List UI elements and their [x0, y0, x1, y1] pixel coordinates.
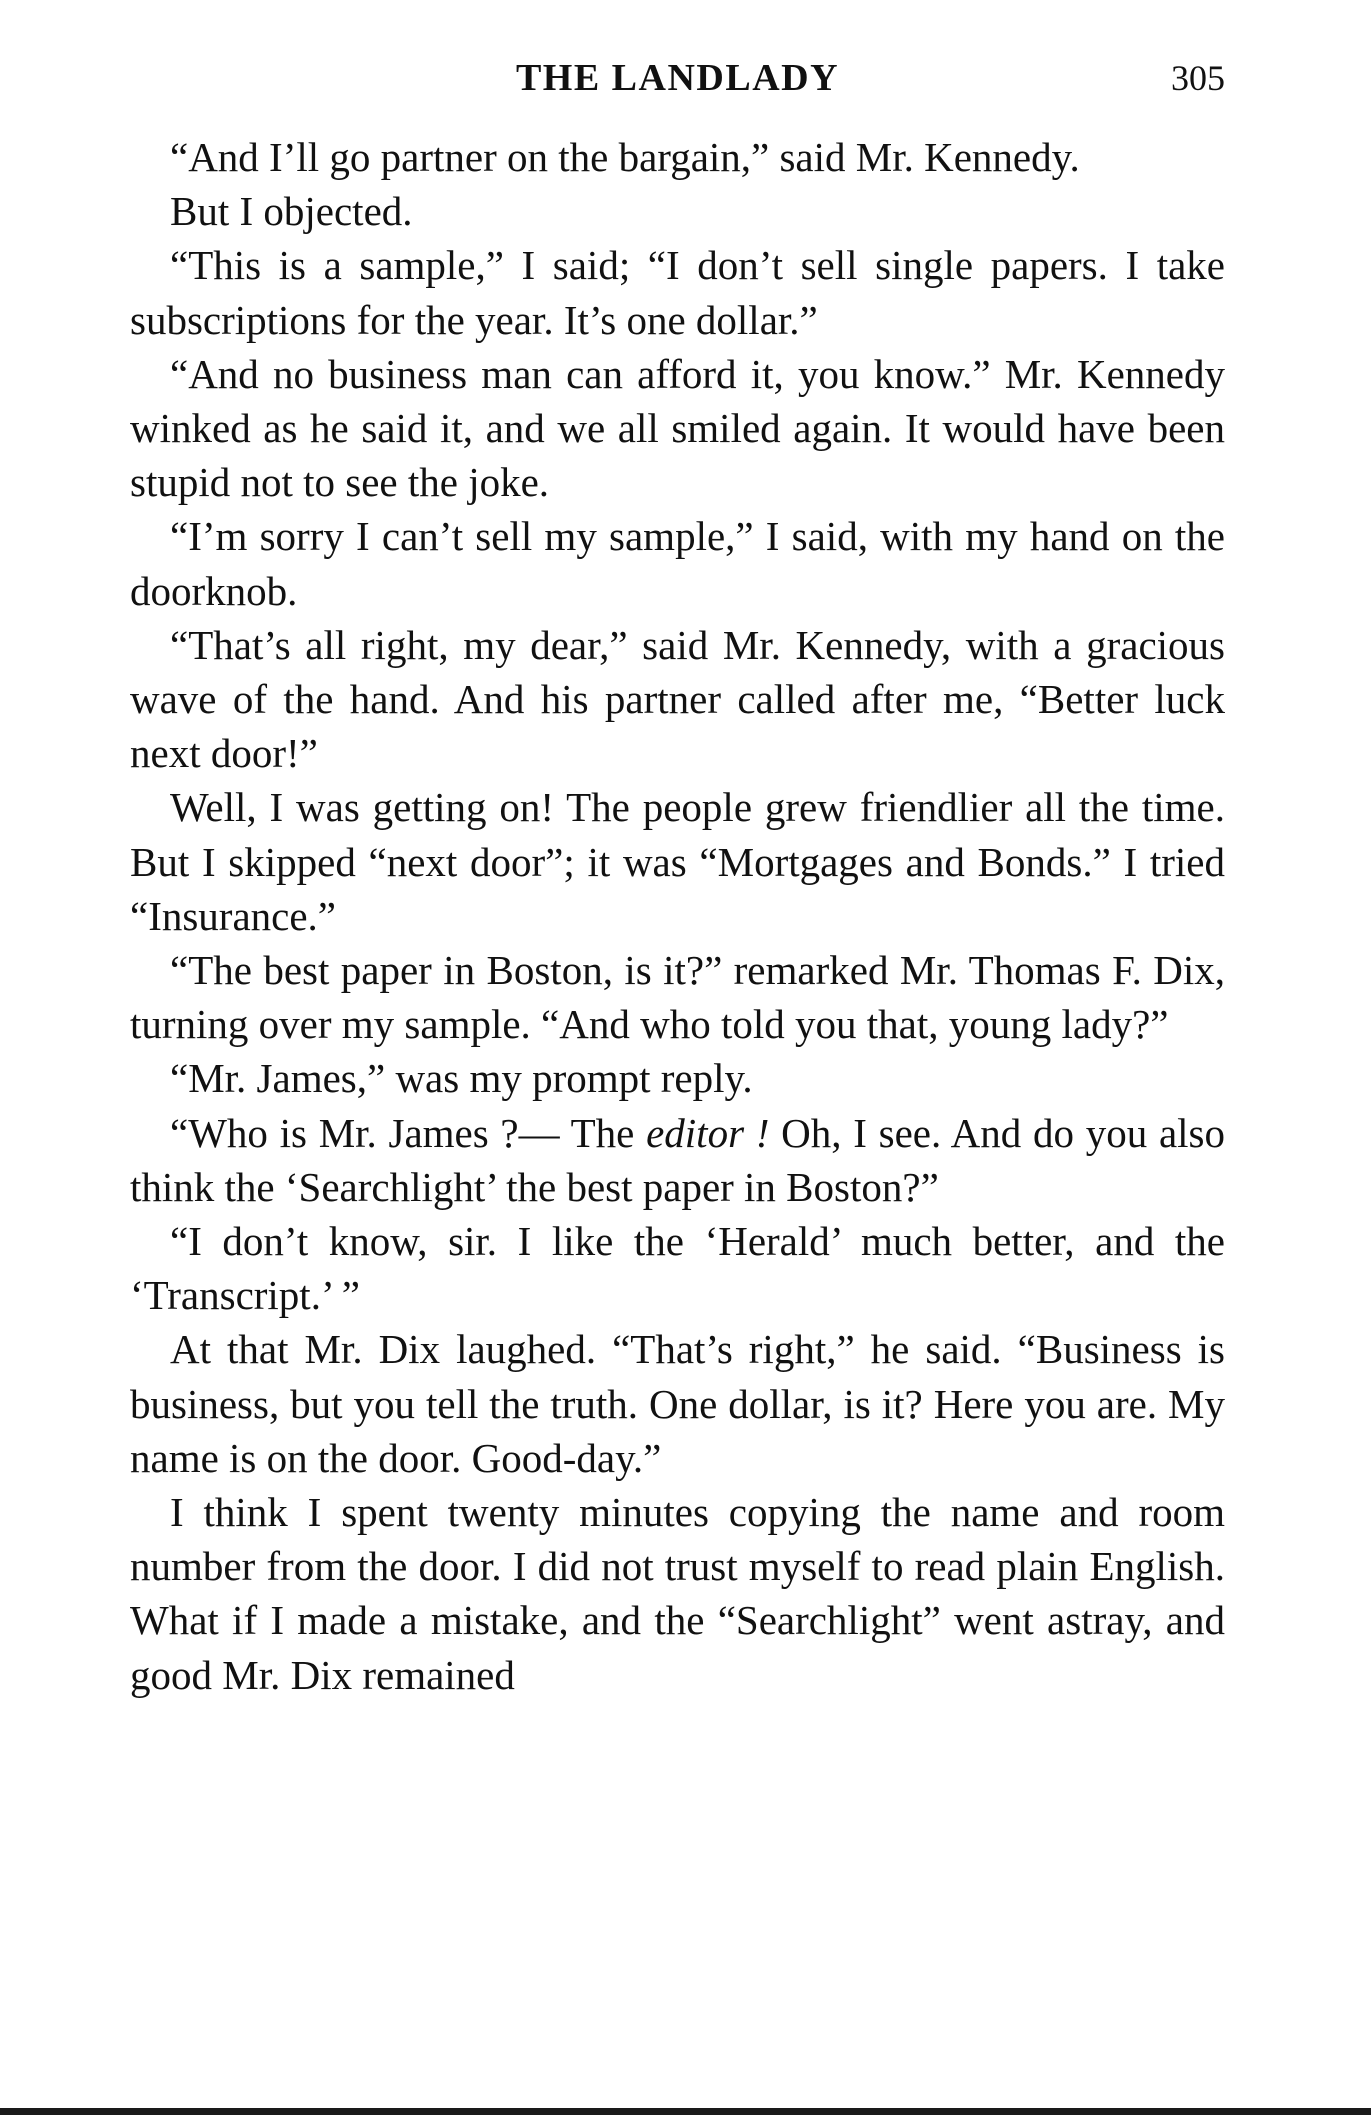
bottom-rule	[0, 2108, 1371, 2115]
paragraph: I think I spent twenty minutes copying the name and room number from the door. I did not trust myself to read plain English. What if I made a mistake, and the “Searchlight” went astray, and good Mr. Dix remained	[130, 1489, 1225, 1698]
paragraph: “And I’ll go partner on the bargain,” said Mr. Kennedy.	[170, 134, 1080, 180]
paragraph: “I don’t know, sir. I like the ‘Herald’ much better, and the ‘Transcript.’ ”	[130, 1218, 1225, 1319]
body-text	[130, 130, 1225, 1702]
paragraph-text: Oh, I see. And do you also think the ‘Searchlight’ the best paper in Boston?”	[130, 1109, 1225, 1210]
paragraph-with-emphasis	[130, 1106, 1225, 1214]
paragraph: “This is a sample,” I said; “I don’t sell single papers. I take subscriptions for the year. It’s one dollar.”	[130, 242, 1225, 343]
paragraph: But I objected.	[170, 188, 413, 235]
paragraph-text: “Who is Mr. James ?— The	[170, 1109, 647, 1156]
emphasized-text: editor !	[646, 1109, 770, 1156]
paragraph: At that Mr. Dix laughed. “That’s right,” he said. “Business is business, but you tell the truth. One dollar, is it? Here you are. My name is on the door. Good-day.”	[130, 1326, 1225, 1481]
page-number: 305	[1171, 58, 1225, 98]
paragraph: “I’m sorry I can’t sell my sample,” I said, with my hand on the doorknob.	[130, 513, 1225, 614]
running-title: THE LANDLADY	[515, 57, 840, 99]
paragraph: “That’s all right, my dear,” said Mr. Kennedy, with a gracious wave of the hand. And his partner called after me, “Better luck next door!”	[130, 621, 1225, 777]
running-head	[130, 48, 1225, 108]
paragraph: “Mr. James,” was my prompt reply.	[170, 1055, 753, 1102]
paragraph: Well, I was getting on! The people grew friendlier all the time. But I skipped “next door”; it was “Mortgages and Bonds.” I tried “Insurance.”	[130, 784, 1225, 939]
paragraph: “The best paper in Boston, is it?” remarked Mr. Thomas F. Dix, turning over my sample. “And who told you that, young lady?”	[130, 947, 1225, 1048]
paragraph: “And no business man can afford it, you know.” Mr. Kennedy winked as he said it, and we all smiled again. It would have been stupid not to see the joke.	[130, 350, 1225, 506]
